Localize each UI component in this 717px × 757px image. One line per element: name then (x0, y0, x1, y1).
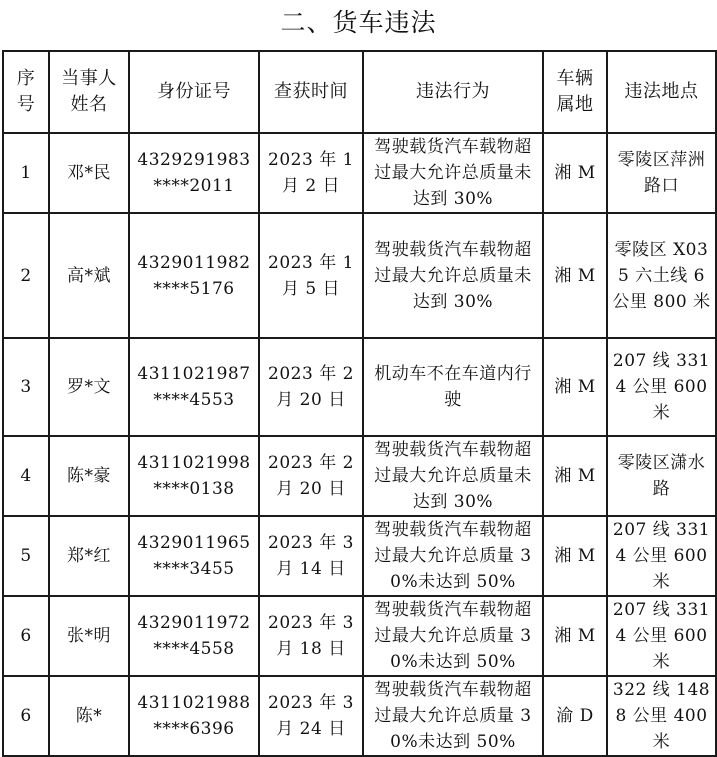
cell-time: 2023 年 3 月 24 日 (259, 676, 363, 756)
violations-table (2, 50, 717, 757)
cell-origin: 湘 M (543, 516, 607, 596)
cell-behavior: 驾驶载货汽车载物超过最大允许总质量未达到 30% (363, 213, 543, 338)
cell-seq: 6 (3, 596, 49, 676)
cell-time: 2023 年 1 月 5 日 (259, 213, 363, 338)
table-row (3, 676, 716, 756)
table-row (3, 133, 716, 213)
header-id: 身份证号 (129, 51, 259, 133)
header-name: 当事人姓名 (49, 51, 129, 133)
cell-name: 郑*红 (49, 516, 129, 596)
cell-seq: 4 (3, 436, 49, 516)
header-row (3, 51, 716, 133)
table-row (3, 516, 716, 596)
cell-origin: 湘 M (543, 133, 607, 213)
cell-time: 2023 年 2 月 20 日 (259, 338, 363, 436)
cell-behavior: 驾驶载货汽车载物超过最大允许总质量 30%未达到 50% (363, 516, 543, 596)
cell-id: 4311021998****0138 (129, 436, 259, 516)
page-title: 二、货车违法 (280, 8, 437, 37)
header-origin: 车辆属地 (543, 51, 607, 133)
cell-id: 4329011982****5176 (129, 213, 259, 338)
cell-id: 4311021987****4553 (129, 338, 259, 436)
header-seq: 序号 (3, 51, 49, 133)
header-time: 查获时间 (259, 51, 363, 133)
cell-behavior: 驾驶载货汽车载物超过最大允许总质量 30%未达到 50% (363, 676, 543, 756)
cell-behavior: 驾驶载货汽车载物超过最大允许总质量未达到 30% (363, 436, 543, 516)
cell-origin: 渝 D (543, 676, 607, 756)
cell-behavior: 驾驶载货汽车载物超过最大允许总质量未达到 30% (363, 133, 543, 213)
cell-origin: 湘 M (543, 436, 607, 516)
table-row (3, 338, 716, 436)
cell-seq: 2 (3, 213, 49, 338)
cell-behavior: 驾驶载货汽车载物超过最大允许总质量 30%未达到 50% (363, 596, 543, 676)
cell-place: 207 线 3314 公里 600 米 (607, 596, 716, 676)
cell-name: 陈*豪 (49, 436, 129, 516)
cell-seq: 6 (3, 676, 49, 756)
cell-name: 高*斌 (49, 213, 129, 338)
cell-place: 零陵区 X035 六土线 6 公里 800 米 (607, 213, 716, 338)
cell-name: 张*明 (49, 596, 129, 676)
cell-id: 4329291983****2011 (129, 133, 259, 213)
cell-place: 207 线 3314 公里 600 米 (607, 338, 716, 436)
cell-origin: 湘 M (543, 338, 607, 436)
cell-id: 4329011965****3455 (129, 516, 259, 596)
cell-place: 207 线 3314 公里 600 米 (607, 516, 716, 596)
cell-seq: 3 (3, 338, 49, 436)
cell-seq: 5 (3, 516, 49, 596)
cell-time: 2023 年 3 月 18 日 (259, 596, 363, 676)
cell-place: 零陵区潇水路 (607, 436, 716, 516)
table-row (3, 596, 716, 676)
header-place: 违法地点 (607, 51, 716, 133)
cell-name: 罗*文 (49, 338, 129, 436)
cell-id: 4329011972****4558 (129, 596, 259, 676)
cell-place: 零陵区萍洲路口 (607, 133, 716, 213)
cell-name: 邓*民 (49, 133, 129, 213)
cell-seq: 1 (3, 133, 49, 213)
cell-behavior: 机动车不在车道内行驶 (363, 338, 543, 436)
cell-place: 322 线 1488 公里 400 米 (607, 676, 716, 756)
cell-origin: 湘 M (543, 596, 607, 676)
header-behavior: 违法行为 (363, 51, 543, 133)
cell-origin: 湘 M (543, 213, 607, 338)
table-row (3, 436, 716, 516)
cell-time: 2023 年 2 月 20 日 (259, 436, 363, 516)
cell-id: 4311021988****6396 (129, 676, 259, 756)
cell-name: 陈* (49, 676, 129, 756)
cell-time: 2023 年 1 月 2 日 (259, 133, 363, 213)
table-row (3, 213, 716, 338)
cell-time: 2023 年 3 月 14 日 (259, 516, 363, 596)
